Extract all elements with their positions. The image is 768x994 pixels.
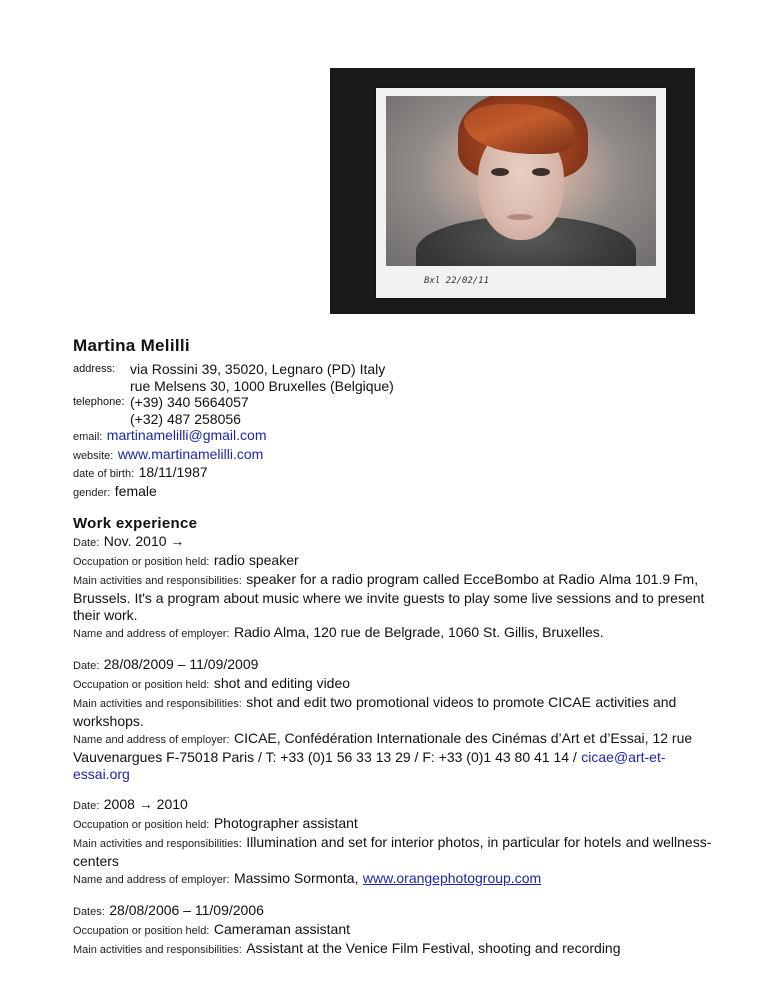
- email-link[interactable]: martinamelilli@gmail.com: [106, 427, 267, 443]
- date-value: 2008 → 2010: [103, 796, 188, 812]
- date-label: Dates:: [73, 906, 105, 918]
- activities-row: [73, 834, 713, 870]
- dob-label: date of birth:: [73, 468, 135, 480]
- occupation-row: [73, 675, 713, 694]
- address-block: [73, 361, 713, 394]
- gender-label: gender:: [73, 486, 111, 499]
- employer-row: [73, 730, 713, 783]
- portrait-image: [386, 96, 656, 266]
- telephone-label: telephone:: [73, 396, 125, 408]
- address-values: [130, 361, 394, 394]
- occupation-value: radio speaker: [213, 552, 299, 568]
- profile-photo: [330, 68, 695, 314]
- date-value: Nov. 2010 →: [103, 533, 185, 549]
- email-label: email:: [73, 431, 103, 443]
- activities-label: Main activities and responsibilities:: [73, 698, 242, 710]
- employer-value: CICAE, Confédération Internationale des Cinémas d’Art et: [233, 730, 596, 746]
- employer-value: Radio Alma, 120 rue de Belgrade, 1060 St. Gillis, Bruxelles.: [233, 624, 604, 640]
- website-row: [73, 446, 713, 465]
- email-row: [73, 427, 713, 446]
- activities-row: [73, 940, 713, 959]
- website-label: website:: [73, 449, 114, 462]
- employer-email-link[interactable]: cicae@art-et- essai.org: [73, 749, 666, 782]
- activities-label: Main activities and responsibilities:: [73, 944, 242, 956]
- activities-row: [73, 694, 713, 730]
- job-date-row: [73, 902, 713, 921]
- activities-value-cont: Alma 101.9 Fm, Brussels. It's a program about music where we invite guests to play some live sessions and to present their work.: [73, 571, 705, 623]
- right-eye: [532, 168, 550, 176]
- gender-row: [73, 483, 713, 502]
- cv-content: [73, 336, 713, 972]
- work-experience-heading: Work experience: [73, 515, 198, 532]
- occupation-label: Occupation or position held:: [73, 819, 210, 831]
- telephone-values: [130, 394, 249, 427]
- job-entry: [73, 902, 713, 959]
- activities-value: Assistant at the Venice Film Festival, shooting and recording: [246, 940, 621, 956]
- date-value: 28/08/2009 – 11/09/2009: [103, 656, 259, 672]
- occupation-label: Occupation or position held:: [73, 679, 210, 691]
- address-line: rue Melsens 30, 1000 Bruxelles (Belgique): [130, 377, 394, 394]
- lips: [507, 214, 533, 220]
- job-date-row: [73, 796, 713, 815]
- activities-label: Main activities and responsibilities:: [73, 838, 242, 850]
- employer-value: Massimo Sormonta,: [233, 870, 359, 886]
- employer-website-link[interactable]: www.orangephotogroup.com: [362, 870, 542, 886]
- job-entry: [73, 656, 713, 783]
- employer-row: [73, 624, 713, 643]
- employer-label: Name and address of employer:: [73, 874, 230, 886]
- left-eye: [491, 168, 509, 176]
- date-label: Date:: [73, 800, 100, 812]
- employer-label: Name and address of employer:: [73, 734, 230, 746]
- dob-row: [73, 464, 713, 483]
- occupation-label: Occupation or position held:: [73, 556, 210, 568]
- employer-value-cont: d’Essai, 12 rue Vauvenargues F-75018 Paris / T: +33 (0)1 56 33 13 29 / F: +33 (0)1 43 80 41 14 /: [73, 730, 693, 765]
- employer-label: Name and address of employer:: [73, 628, 230, 640]
- address-label: address:: [73, 363, 116, 375]
- occupation-value: Cameraman assistant: [213, 921, 350, 937]
- job-date-row: [73, 533, 713, 552]
- polaroid-frame: [376, 88, 666, 298]
- activities-value-cont: and wellness-centers: [73, 834, 712, 869]
- employer-row: [73, 870, 713, 889]
- occupation-value: Photographer assistant: [213, 815, 358, 831]
- date-label: Date:: [73, 660, 100, 672]
- person-name: Martina Melilli: [73, 336, 190, 355]
- job-entry: [73, 796, 713, 889]
- occupation-label: Occupation or position held:: [73, 925, 210, 937]
- telephone-line: (+39) 340 5664057: [130, 394, 249, 410]
- job-date-row: [73, 656, 713, 675]
- occupation-row: [73, 552, 713, 571]
- telephone-block: [73, 394, 713, 427]
- dob-value: 18/11/1987: [138, 464, 208, 480]
- gender-value: female: [114, 482, 157, 499]
- photo-caption: Bxl 22/02/11: [424, 276, 490, 286]
- address-line: via Rossini 39, 35020, Legnaro (PD) Italy: [130, 361, 386, 377]
- occupation-row: [73, 815, 713, 834]
- job-entry: [73, 533, 713, 643]
- activities-value: Illumination and set for interior photos, in particular for hotels: [246, 834, 622, 850]
- telephone-line: (+32) 487 258056: [130, 410, 241, 427]
- activities-row: [73, 571, 713, 624]
- activities-value-cont: activities and workshops.: [73, 694, 677, 729]
- activities-value: speaker for a radio program called EcceBombo at Radio: [246, 571, 595, 587]
- website-link[interactable]: www.martinamelilli.com: [117, 445, 264, 462]
- occupation-row: [73, 921, 713, 940]
- date-value: 28/08/2006 – 11/09/2006: [109, 902, 264, 918]
- date-label: Date:: [73, 537, 100, 549]
- activities-value: shot and edit two promotional videos to promote CICAE: [246, 694, 591, 710]
- activities-label: Main activities and responsibilities:: [73, 575, 242, 587]
- occupation-value: shot and editing video: [213, 675, 351, 691]
